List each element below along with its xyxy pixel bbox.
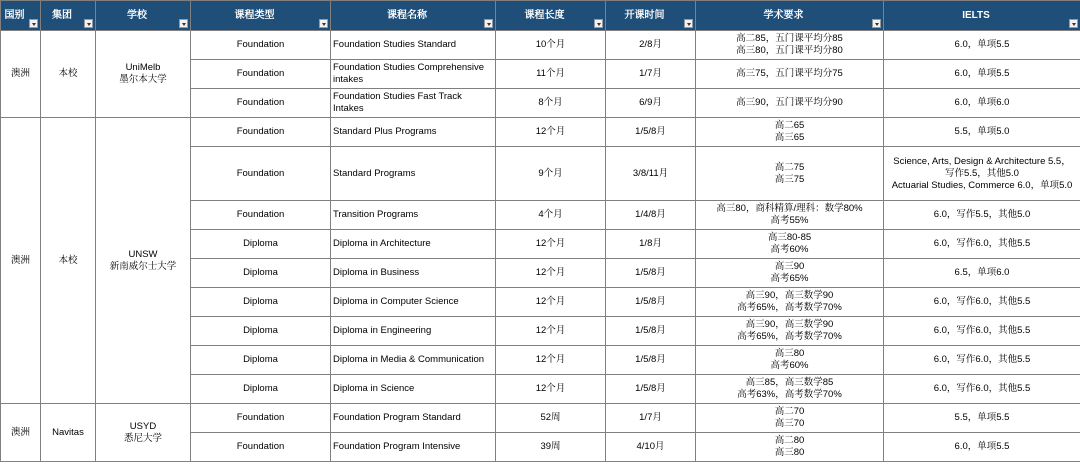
cell-ielts-line: 写作5.5，其他5.0: [945, 167, 1019, 179]
cell-academic-line: 高三90，高三数学90: [745, 290, 834, 301]
cell-school-line: USYD: [129, 420, 157, 432]
cell-type[interactable]: Foundation: [191, 60, 331, 89]
cell-type[interactable]: Foundation: [191, 433, 331, 462]
cell-ielts[interactable]: [884, 147, 1080, 201]
header-row: [1, 1, 1080, 31]
cell-ielts[interactable]: [884, 433, 1080, 462]
cell-academic-line: 高三80: [774, 447, 805, 458]
cell-intake[interactable]: 6/9月: [606, 89, 696, 118]
cell-type[interactable]: Foundation: [191, 201, 331, 230]
cell-school-line: UniMelb: [125, 62, 161, 73]
cell-academic-line: 高考60%: [770, 244, 809, 255]
cell-academic[interactable]: [696, 118, 884, 147]
filter-dropdown-icon[interactable]: [872, 19, 881, 28]
cell-academic-line: 高二85，五门课平均分85: [736, 33, 843, 44]
cell-ielts[interactable]: [884, 201, 1080, 230]
cell-academic-line: 高二75: [774, 161, 805, 173]
cell-duration[interactable]: 4个月: [496, 201, 606, 230]
table-body: [1, 31, 1080, 462]
cell-ielts-line: 5.5，单项5.5: [954, 412, 1010, 423]
cell-type[interactable]: Diploma: [191, 317, 331, 346]
cell-school[interactable]: [96, 404, 191, 462]
cell-duration[interactable]: 12个月: [496, 375, 606, 404]
cell-academic[interactable]: [696, 317, 884, 346]
cell-ielts-line: 6.0，写作6.0，其他5.5: [933, 238, 1031, 249]
cell-course-name[interactable]: Standard Programs: [331, 147, 496, 201]
header-school: 学校: [96, 1, 191, 31]
cell-academic-line: 高二65: [774, 120, 805, 131]
header-group: 集团: [41, 1, 96, 31]
cell-academic-line: 高考65%: [770, 273, 809, 284]
cell-academic-line: 高三70: [774, 418, 805, 429]
cell-course-name[interactable]: Foundation Program Standard: [331, 404, 496, 433]
cell-ielts-line: 5.5，单项5.0: [954, 126, 1010, 137]
table-row: [1, 31, 1080, 60]
cell-academic[interactable]: [696, 147, 884, 201]
cell-academic[interactable]: [696, 259, 884, 288]
cell-ielts[interactable]: [884, 60, 1080, 89]
cell-academic-line: 高三80-85: [767, 232, 812, 243]
cell-ielts-line: 6.0，单项6.0: [954, 97, 1010, 108]
cell-ielts-line: 6.0，写作6.0，其他5.5: [933, 325, 1031, 336]
cell-country[interactable]: 澳洲: [1, 118, 41, 404]
cell-duration[interactable]: 12个月: [496, 288, 606, 317]
cell-ielts[interactable]: [884, 230, 1080, 259]
table-row: [1, 118, 1080, 147]
cell-course-name[interactable]: Diploma in Science: [331, 375, 496, 404]
cell-academic-line: 高考60%: [770, 360, 809, 371]
cell-school[interactable]: [96, 31, 191, 118]
cell-intake[interactable]: 3/8/11月: [606, 147, 696, 201]
cell-academic-line: 高二70: [774, 406, 805, 417]
cell-academic[interactable]: [696, 201, 884, 230]
filter-dropdown-icon[interactable]: [29, 19, 38, 28]
cell-type[interactable]: Diploma: [191, 288, 331, 317]
cell-academic[interactable]: [696, 60, 884, 89]
cell-school-line: 新南威尔士大学: [109, 260, 177, 272]
cell-duration[interactable]: 12个月: [496, 259, 606, 288]
cell-ielts-line: 6.0，单项5.5: [954, 39, 1010, 50]
cell-ielts[interactable]: [884, 118, 1080, 147]
cell-ielts[interactable]: [884, 404, 1080, 433]
cell-course-name[interactable]: Diploma in Media & Communication: [331, 346, 496, 375]
cell-duration[interactable]: 12个月: [496, 118, 606, 147]
filter-dropdown-icon[interactable]: [484, 19, 493, 28]
header-name: 课程名称: [331, 1, 496, 31]
cell-course-name[interactable]: Diploma in Architecture: [331, 230, 496, 259]
cell-school-line: 墨尔本大学: [119, 74, 167, 85]
header-ielts: IELTS: [884, 1, 1080, 31]
cell-ielts[interactable]: [884, 346, 1080, 375]
cell-ielts[interactable]: [884, 89, 1080, 118]
cell-intake[interactable]: 1/5/8月: [606, 118, 696, 147]
filter-dropdown-icon[interactable]: [179, 19, 188, 28]
cell-intake[interactable]: 1/5/8月: [606, 346, 696, 375]
cell-intake[interactable]: 1/4/8月: [606, 201, 696, 230]
cell-academic-line: 高三75，五门课平均分75: [736, 68, 843, 79]
filter-dropdown-icon[interactable]: [684, 19, 693, 28]
cell-academic[interactable]: [696, 89, 884, 118]
cell-ielts-line: 6.0，写作6.0，其他5.5: [933, 383, 1031, 394]
cell-intake[interactable]: 1/5/8月: [606, 259, 696, 288]
cell-academic-line: 高三90，五门课平均分90: [736, 97, 843, 108]
cell-course-name[interactable]: Foundation Program Intensive: [331, 433, 496, 462]
cell-ielts-line: Science, Arts, Design & Architecture 5.5，: [893, 155, 1071, 167]
cell-duration[interactable]: 39周: [496, 433, 606, 462]
filter-dropdown-icon[interactable]: [1069, 19, 1078, 28]
cell-school[interactable]: [96, 118, 191, 404]
table-row: [1, 404, 1080, 433]
cell-ielts[interactable]: [884, 375, 1080, 404]
cell-course-name[interactable]: Foundation Studies Comprehensive intakes: [331, 60, 496, 89]
cell-intake[interactable]: 1/5/8月: [606, 288, 696, 317]
cell-intake[interactable]: 2/8月: [606, 31, 696, 60]
cell-academic[interactable]: [696, 346, 884, 375]
cell-type[interactable]: Foundation: [191, 147, 331, 201]
filter-dropdown-icon[interactable]: [594, 19, 603, 28]
cell-group[interactable]: 本校: [41, 31, 96, 118]
cell-course-name[interactable]: Diploma in Computer Science: [331, 288, 496, 317]
cell-country[interactable]: 澳洲: [1, 31, 41, 118]
cell-duration[interactable]: 9个月: [496, 147, 606, 201]
cell-duration[interactable]: 12个月: [496, 317, 606, 346]
cell-school-line: UNSW: [128, 248, 158, 260]
cell-course-name[interactable]: Foundation Studies Standard: [331, 31, 496, 60]
cell-ielts[interactable]: [884, 259, 1080, 288]
cell-duration[interactable]: 8个月: [496, 89, 606, 118]
cell-type[interactable]: Diploma: [191, 259, 331, 288]
cell-ielts-line: Actuarial Studies, Commerce 6.0，单项5.0: [891, 179, 1073, 191]
cell-duration[interactable]: 11个月: [496, 60, 606, 89]
cell-ielts-line: 6.0，单项5.5: [954, 68, 1010, 79]
cell-academic-line: 高二80: [774, 435, 805, 446]
cell-academic-line: 高三80，商科精算/理科：数学80%: [716, 203, 863, 214]
cell-intake[interactable]: 1/5/8月: [606, 375, 696, 404]
cell-academic-line: 高三85，高三数学85: [745, 377, 834, 388]
cell-ielts[interactable]: [884, 31, 1080, 60]
cell-duration[interactable]: 12个月: [496, 346, 606, 375]
cell-academic-line: 高考65%，高考数学70%: [737, 331, 842, 342]
cell-intake[interactable]: 1/5/8月: [606, 317, 696, 346]
cell-academic[interactable]: [696, 375, 884, 404]
cell-type[interactable]: Diploma: [191, 230, 331, 259]
cell-academic-line: 高考65%，高考数学70%: [737, 302, 842, 313]
cell-academic[interactable]: [696, 433, 884, 462]
cell-group[interactable]: 本校: [41, 118, 96, 404]
cell-academic[interactable]: [696, 288, 884, 317]
cell-duration[interactable]: 10个月: [496, 31, 606, 60]
header-academic: 学术要求: [696, 1, 884, 31]
cell-ielts[interactable]: [884, 317, 1080, 346]
header-intake: 开课时间: [606, 1, 696, 31]
cell-ielts-line: 6.0，写作6.0，其他5.5: [933, 296, 1031, 307]
cell-ielts-line: 6.0，单项5.5: [954, 441, 1010, 452]
cell-academic-line: 高三90: [774, 261, 805, 272]
filter-dropdown-icon[interactable]: [84, 19, 93, 28]
cell-country[interactable]: 澳洲: [1, 404, 41, 462]
cell-course-name[interactable]: Diploma in Engineering: [331, 317, 496, 346]
cell-course-name[interactable]: Diploma in Business: [331, 259, 496, 288]
cell-type[interactable]: Foundation: [191, 31, 331, 60]
cell-ielts-line: 6.0，写作5.5，其他5.0: [933, 209, 1031, 220]
filter-dropdown-icon[interactable]: [319, 19, 328, 28]
header-type: 课程类型: [191, 1, 331, 31]
cell-duration[interactable]: 12个月: [496, 230, 606, 259]
cell-type[interactable]: Diploma: [191, 346, 331, 375]
cell-intake[interactable]: 1/8月: [606, 230, 696, 259]
cell-ielts[interactable]: [884, 288, 1080, 317]
cell-type[interactable]: Foundation: [191, 118, 331, 147]
header-country: 国别: [1, 1, 41, 31]
cell-intake[interactable]: 1/7月: [606, 60, 696, 89]
cell-academic-line: 高考55%: [770, 215, 809, 226]
cell-type[interactable]: Foundation: [191, 404, 331, 433]
cell-type[interactable]: Diploma: [191, 375, 331, 404]
cell-academic[interactable]: [696, 230, 884, 259]
cell-course-name[interactable]: Transition Programs: [331, 201, 496, 230]
cell-intake[interactable]: 4/10月: [606, 433, 696, 462]
cell-ielts-line: 6.0，写作6.0，其他5.5: [933, 354, 1031, 365]
cell-academic[interactable]: [696, 31, 884, 60]
cell-academic-line: 高三80，五门课平均分80: [736, 45, 843, 56]
cell-academic-line: 高三75: [774, 173, 805, 185]
cell-academic-line: 高三65: [774, 132, 805, 143]
cell-academic-line: 高三80: [774, 348, 805, 359]
cell-ielts-line: 6.5，单项6.0: [954, 267, 1010, 278]
cell-duration[interactable]: 52周: [496, 404, 606, 433]
cell-course-name[interactable]: Standard Plus Programs: [331, 118, 496, 147]
cell-academic[interactable]: [696, 404, 884, 433]
cell-intake[interactable]: 1/7月: [606, 404, 696, 433]
header-duration: 课程长度: [496, 1, 606, 31]
cell-school-line: 悉尼大学: [123, 432, 162, 444]
cell-type[interactable]: Foundation: [191, 89, 331, 118]
cell-group[interactable]: Navitas: [41, 404, 96, 462]
cell-academic-line: 高三90，高三数学90: [745, 319, 834, 330]
cell-academic-line: 高考63%，高考数学70%: [737, 389, 842, 400]
cell-course-name[interactable]: Foundation Studies Fast Track Intakes: [331, 89, 496, 118]
